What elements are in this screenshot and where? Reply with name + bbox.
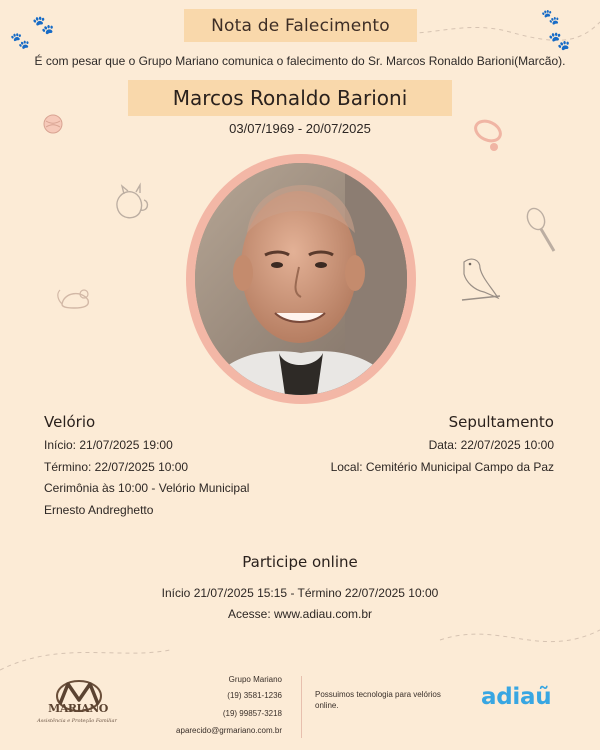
- brush-icon: [524, 205, 560, 255]
- deceased-name: Marcos Ronaldo Barioni: [172, 86, 408, 110]
- paw-icon: 🐾: [32, 15, 55, 35]
- sepultamento-date: Data: 22/07/2025 10:00: [428, 438, 554, 452]
- online-schedule: Início 21/07/2025 15:15 - Término 22/07/2025 10:00: [161, 586, 439, 600]
- footer-divider: [301, 676, 302, 738]
- mouse-toy-icon: [54, 282, 100, 314]
- paw-icon: 🐾: [548, 31, 571, 51]
- sepultamento-location: Local: Cemitério Municipal Campo da Paz: [330, 460, 554, 474]
- velorio-ceremony-cont: Ernesto Andreghetto: [44, 503, 154, 517]
- mariano-logo-word: MARIANO: [48, 702, 108, 715]
- velorio-end: Término: 22/07/2025 10:00: [44, 460, 189, 474]
- portrait-photo: [195, 163, 407, 395]
- phone-1[interactable]: (19) 3581-1236: [227, 691, 282, 700]
- velorio-heading: Velório: [44, 413, 96, 431]
- tech-note: Possuimos tecnologia para velórios online.: [315, 690, 441, 711]
- intro-text: É com pesar que o Grupo Mariano comunica o falecimento do Sr. Marcos Ronaldo Barioni(Marcão).: [34, 54, 566, 68]
- cat-icon: [110, 180, 152, 224]
- phone-2[interactable]: (19) 99857-3218: [222, 709, 282, 718]
- notice-title: Nota de Falecimento: [211, 15, 390, 36]
- velorio-ceremony: Cerimônia às 10:00 - Velório Municipal: [44, 481, 250, 495]
- sepultamento-heading: Sepultamento: [448, 413, 554, 431]
- mariano-logo-tagline: Assistência e Proteção Familiar: [37, 718, 117, 724]
- notice-title-banner: [184, 9, 417, 42]
- company-name: Grupo Mariano: [228, 675, 282, 684]
- paw-icon: 🐾: [10, 33, 30, 50]
- adiau-logo: adiaũ: [481, 684, 552, 710]
- online-access-link[interactable]: Acesse: www.adiau.com.br: [227, 607, 373, 621]
- deceased-name-banner: [128, 80, 452, 116]
- online-heading: Participe online: [242, 553, 358, 571]
- velorio-start: Início: 21/07/2025 19:00: [44, 438, 173, 452]
- life-dates: 03/07/1969 - 20/07/2025: [229, 121, 371, 136]
- portrait-illustration: [195, 163, 407, 395]
- paw-icon: 🐾: [541, 9, 560, 26]
- email-link[interactable]: aparecido@grmariano.com.br: [176, 726, 282, 735]
- bird-icon: [452, 252, 504, 310]
